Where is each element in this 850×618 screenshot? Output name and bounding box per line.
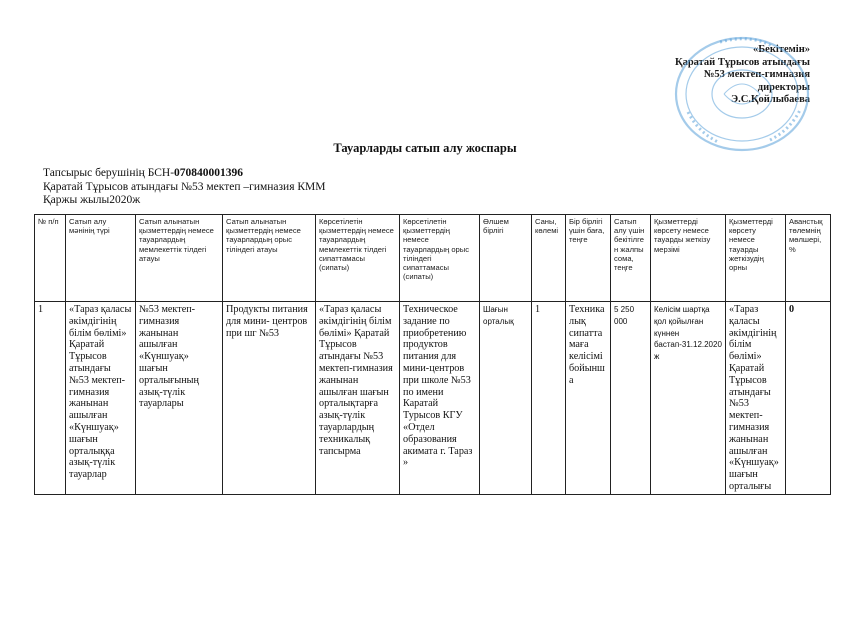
fiscal-year: Қаржы жылы2020ж: [43, 194, 141, 206]
approval-signer: Э.С.Қойлыбаева: [730, 94, 810, 105]
approval-org: Қаратай Тұрысов атындағы: [674, 56, 810, 68]
header-cell: № п/п: [35, 215, 66, 302]
header-cell: Сатып алынатын қызметтердің немесе тауарлардың орыс тіліндегі атауы: [223, 215, 316, 302]
customer-info: [43, 167, 326, 208]
customer-org: Қаратай Тұрысов атындағы №53 мектеп –гимназия КММ: [43, 180, 326, 193]
header-cell: Көрсетілетін қызметтердің немесе тауарлардың мемлекеттік тілдегі сипаттамасы (сипаты): [316, 215, 400, 302]
approval-school: №53 мектеп-гимназия: [703, 69, 810, 80]
cell-unit: Шағын орталық: [480, 302, 532, 495]
official-seal-icon: [660, 32, 820, 157]
cell-desc-kz: «Тараз қаласы әкімдігінің білім бөлімі» Қаратай Тұрысов атындағы №53 мектеп-гимназия жанынан ашылған шағын орталықтарға азық-түлік тауарлардың техникалық тапсырма: [316, 302, 400, 495]
cell-name-ru: Продукты питания для мини- центров при шг №53: [223, 302, 316, 495]
cell-unit-price: Техникалық сипаттамаға келісімі бойынша: [566, 302, 611, 495]
procurement-plan-table: [34, 214, 831, 495]
header-cell: Саны, көлемі: [532, 215, 566, 302]
cell-term: Келісім шартқа қол қойылған күннен бастап-31.12.2020ж: [651, 302, 726, 495]
header-cell: Сатып алу мәнінің түрі: [66, 215, 136, 302]
header-cell: Өлшем бірлігі: [480, 215, 532, 302]
approval-position: директоры: [757, 81, 810, 93]
cell-quantity: 1: [532, 302, 566, 495]
header-cell: Сатып алынатын қызметтердің немесе тауарлардың мемлекеттік тілдегі атауы: [136, 215, 223, 302]
header-cell: Сатып алу үшін бекітілген жалпы сома, теңге: [611, 215, 651, 302]
customer-bin: [43, 167, 326, 181]
cell-advance: 0: [786, 302, 831, 495]
header-cell: Қызметтерді көрсету немесе тауарды жеткізу мерзімі: [651, 215, 726, 302]
table-row: [35, 302, 831, 495]
table-header-row: [35, 215, 831, 302]
document-title: Тауарларды сатып алу жоспары: [333, 141, 517, 155]
bin-value: 070840001396: [174, 167, 244, 179]
header-cell: Көрсетілетін қызметтердің немесе тауарлардың орыс тіліндегі сипаттамасы (сипаты): [400, 215, 480, 302]
bin-label: Тапсырыс берушінің БСН-: [43, 167, 175, 179]
header-cell: Аванстық төлемнің мөлшері, %: [786, 215, 831, 302]
approval-heading: «Бекітемін»: [752, 44, 810, 55]
cell-place: «Тараз қаласы әкімдігінің білім бөлімі» Қаратай Тұрысов атындағы №53 мектеп-гимназия жанынан ашылған «Күншуақ» шағын орталығы: [726, 302, 786, 495]
header-cell: Бір бірлігі үшін баға, теңге: [566, 215, 611, 302]
header-cell: Қызметтерді көрсету немесе тауарды жеткізудің орны: [726, 215, 786, 302]
cell-desc-ru: Техническое задание по приобретению продуктов питания для мини-центров при школе №53 по имени Каратай Турысов КГУ «Отдел образования акимата г. Тараз »: [400, 302, 480, 495]
cell-num: 1: [35, 302, 66, 495]
cell-total: 5 250 000: [611, 302, 651, 495]
cell-subject-type: «Тараз қаласы әкімдігінің білім бөлімі» Қаратай Тұрысов атындағы №53 мектеп-гимназия жанынан ашылған «Күншуақ» шағын орталыққа азық-түлік тауарлар: [66, 302, 136, 495]
cell-name-kz: №53 мектеп-гимназия жанынан ашылған «Күншуақ» шағын орталығының азық-түлік тауарлары: [136, 302, 223, 495]
